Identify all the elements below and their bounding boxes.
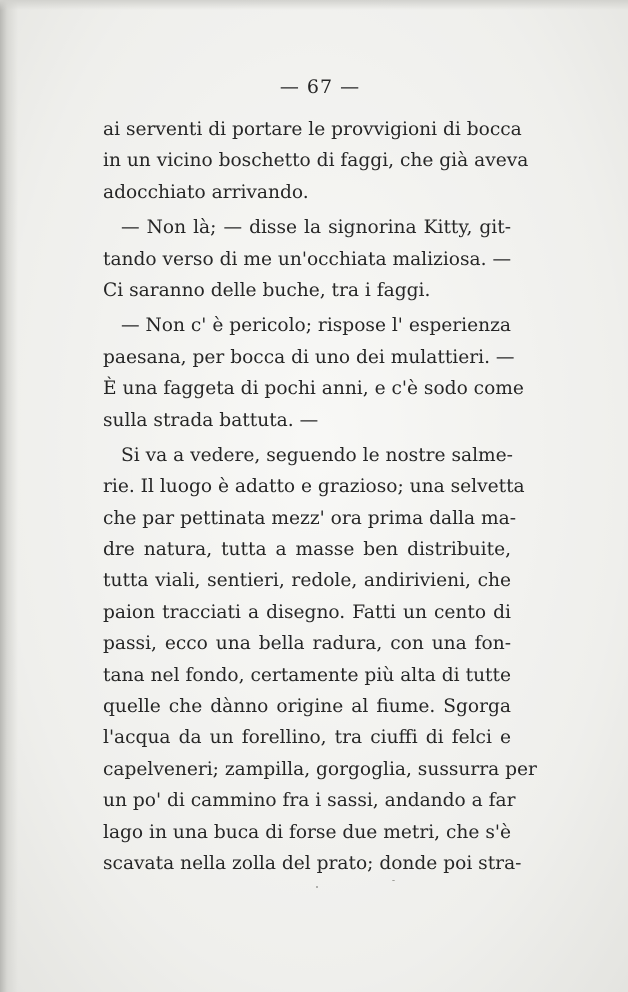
text-line: capelveneri; zampilla, gorgoglia, sussurra per [103,758,537,780]
text-line: tana nel fondo, certamente più alta di tutte [103,664,511,686]
text-line: Si va a vedere, seguendo le nostre salme- [121,444,513,466]
text-line: ai serventi di portare le provvigioni di bocca [103,119,522,140]
body-text [103,114,537,879]
text-line: tutta viali, sentieri, redole, andirivieni, che [103,570,511,592]
text-line: paesana, per bocca di uno dei mulattieri. — [103,346,515,368]
text-line: tando verso di me un'occhiata maliziosa. — [103,248,512,270]
page-number: — 67 — [279,76,361,98]
text-line: paion tracciati a disegno. Fatti un cento di [103,601,511,623]
text-line: rie. Il luogo è adatto e grazioso; una selvetta [103,476,525,498]
text-line: adocchiato arrivando. [103,181,309,203]
text-line: che par pettinata mezz' ora prima dalla ma- [103,507,516,529]
text-line: È una faggeta di pochi anni, e c'è sodo come [103,378,524,400]
text-line: — Non là; — disse la signorina Kitty, git- [121,217,511,239]
text-line: lago in una buca di forse due metri, che s'è [103,821,511,843]
text-line: l'acqua da un forellino, tra ciuffi di felci e [103,727,511,749]
text-line: Ci saranno delle buche, tra i faggi. [103,279,431,301]
text-line: dre natura, tutta a masse ben distribuite, [103,539,511,561]
text-line: sulla strada battuta. — [103,409,319,431]
paper-speck [316,886,318,888]
paper-speck [392,880,395,881]
binding-shadow [0,0,18,992]
text-line: — Non c' è pericolo; rispose l' esperienza [121,315,511,337]
top-edge-shadow [0,0,628,10]
text-line: passi, ecco una bella radura, con una fon- [103,633,511,655]
text-line: scavata nella zolla del prato; donde poi stra- [103,852,522,874]
text-line: un po' di cammino fra i sassi, andando a far [103,790,516,812]
text-line: in un vicino boschetto di faggi, che già aveva [103,150,529,172]
text-line: quelle che dànno origine al fiume. Sgorga [103,696,511,718]
